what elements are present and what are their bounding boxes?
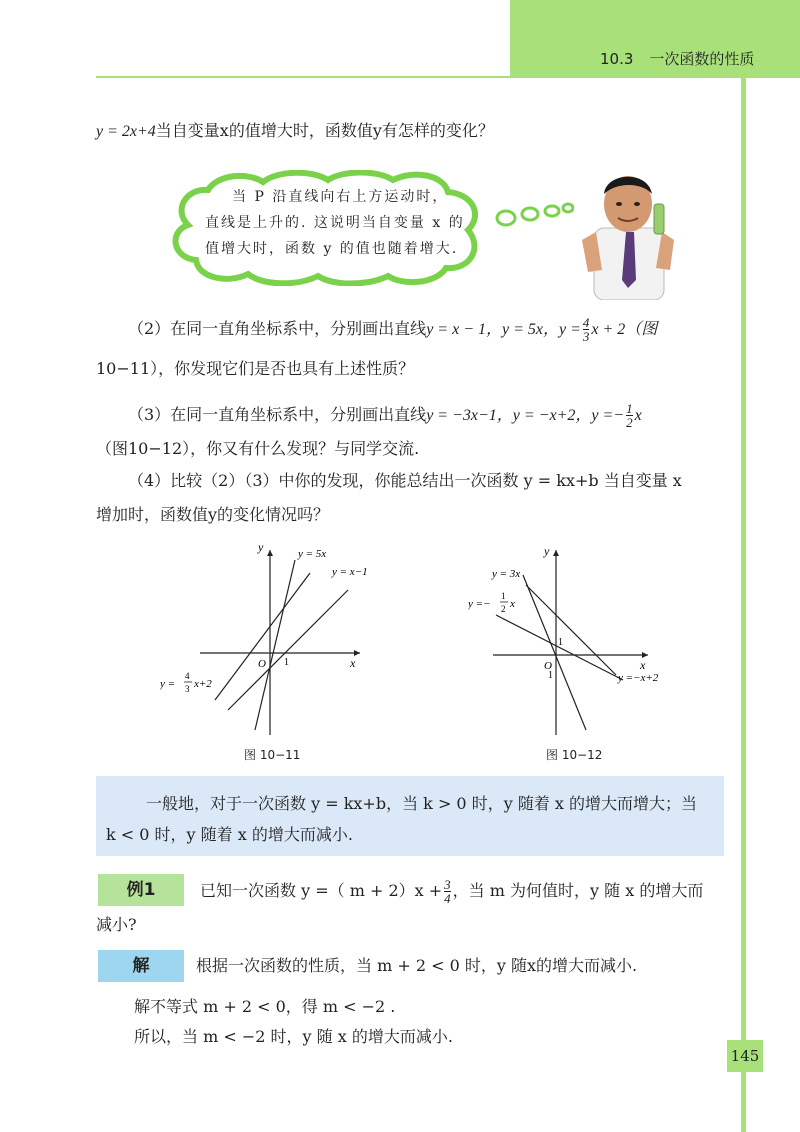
thought-bubbles [494, 200, 574, 230]
q3-equations: y = −3x−1，y = −x+2，y =− [426, 407, 625, 424]
q2-eq-tail: x + 2（图 [591, 321, 658, 338]
fig1-label-x-minus-1: y = x−1 [332, 566, 368, 578]
figure-10-12-caption: 图 10−12 [546, 748, 603, 762]
fig1-label-43-post: x+2 [194, 678, 212, 690]
question-4-line-2: 增加时，函数值y的变化情况吗？ [96, 505, 330, 524]
q2-fraction [583, 316, 590, 343]
q3-frac-den: 2 [626, 415, 633, 430]
section-title: 一次函数的性质 [649, 50, 755, 68]
fig2-label-half-den: 2 [501, 604, 506, 614]
question-3-line-1 [128, 402, 642, 429]
example-line-1 [200, 878, 703, 905]
example-post: ，当 m 为何值时，y 随 x 的增大而 [452, 881, 704, 900]
q3-prefix: （3）在同一直角坐标系中，分别画出直线 [128, 405, 427, 424]
q3-frac-num: 1 [626, 401, 633, 416]
q2-prefix: （2）在同一直角坐标系中，分别画出直线 [128, 319, 427, 338]
q2-frac-num: 4 [582, 315, 590, 330]
fig2-label-o: O [544, 660, 552, 672]
example-fraction [444, 878, 451, 905]
example-frac-num: 3 [444, 877, 451, 892]
fig2-label-half-pre: y =− [468, 598, 491, 610]
question-2-line-2: 10−11），你发现它们是否也具有上述性质？ [96, 359, 415, 378]
q3-fraction [626, 402, 633, 429]
summary-line-1: 一般地，对于一次函数 y = kx+b，当 k > 0 时，y 随着 x 的增大而增大；当 [146, 794, 698, 813]
cloud-line-3: 值增大时，函数 y 的值也随着增大. [205, 241, 459, 257]
q2-frac-den: 3 [582, 329, 590, 344]
example-line-2: 减小? [96, 915, 137, 934]
question-intro [96, 120, 494, 143]
fig1-label-y: y [258, 545, 264, 554]
fig2-label-x: x [640, 658, 646, 672]
solution-line-3: 所以，当 m < −2 时，y 随 x 的增大而减小. [134, 1027, 453, 1046]
fig2-label-x-plus-2: y =−x+2 [618, 672, 659, 684]
fig1-label-5x: y = 5x [298, 548, 327, 560]
solution-line-1: 根据一次函数的性质，当 m + 2 < 0 时，y 随x的增大而减小. [196, 956, 638, 975]
fig1-label-o: O [258, 658, 266, 670]
fig2-label-1b: 1 [548, 670, 553, 681]
summary-line-2: k < 0 时，y 随着 x 的增大而减小. [106, 825, 353, 844]
student-illustration-icon [572, 160, 684, 300]
figure-10-12 [468, 545, 678, 740]
example-pre: 已知一次函数 y =（ m + 2）x + [200, 881, 443, 900]
side-rule [741, 76, 746, 1132]
question-3-line-2: （图10−12），你又有什么发现？与同学交流. [96, 439, 420, 458]
solution-line-2: 解不等式 m + 2 < 0，得 m < −2 . [134, 997, 396, 1016]
fig1-label-43-pre: y = [160, 678, 176, 690]
question-2-line-1 [128, 316, 657, 343]
question-4-line-1: （4）比较（2）（3）中你的发现，你能总结出一次函数 y = kx+b 当自变量 x [128, 471, 682, 490]
cloud-line-1: 当 P 沿直线向右上方运动时， [232, 189, 449, 205]
fig2-label-half-num: 1 [501, 591, 506, 601]
intro-text: 当自变量x的值增大时，函数值y有怎样的变化？ [155, 121, 494, 140]
fig2-label-3x: y = 3x [492, 568, 521, 580]
example-tag: 例1 [98, 874, 184, 906]
section-number: 10.3 [600, 50, 634, 68]
section-header [600, 48, 754, 69]
fig1-label-1: 1 [284, 657, 289, 668]
q2-equations: y = x − 1，y = 5x，y = [426, 321, 581, 338]
fig1-label-x: x [350, 656, 356, 670]
fig2-label-1a: 1 [558, 637, 563, 648]
figure-10-11 [160, 545, 370, 740]
page-number: 145 [727, 1040, 763, 1072]
cloud-line-2: 直线是上升的. 这说明当自变量 x 的 [205, 215, 465, 231]
fig1-label-43-num: 4 [185, 671, 190, 681]
q3-eq-tail: x [634, 407, 642, 424]
fig2-label-y: y [544, 545, 550, 558]
fig1-label-43-den: 3 [185, 684, 190, 694]
example-frac-den: 4 [444, 891, 451, 906]
solution-tag: 解 [98, 950, 184, 982]
intro-formula: y = 2x+4 [96, 123, 156, 140]
figure-10-11-caption: 图 10−11 [244, 748, 301, 762]
fig2-label-half-post: x [510, 598, 515, 610]
header-rule [96, 76, 800, 78]
